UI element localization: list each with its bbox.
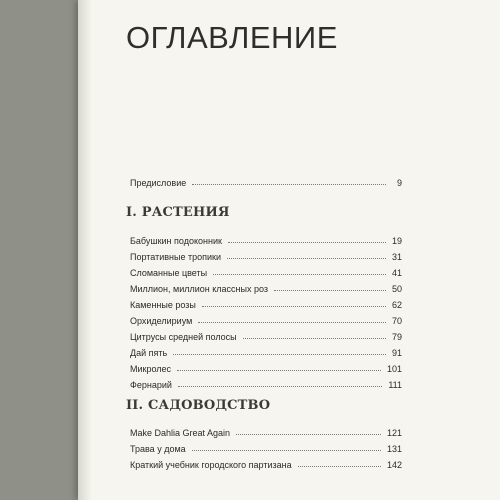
dot-leader [177,370,381,371]
toc-entry [130,328,402,342]
toc-entry [130,296,402,310]
toc-entry-preface [130,174,402,188]
toc-entry-page: 121 [386,428,402,438]
toc-entry [130,360,402,374]
toc-entry-page: 41 [391,268,402,278]
toc-entry-page: 9 [396,178,402,188]
toc-entry-page: 31 [391,252,402,262]
toc-entry [130,376,402,390]
dot-leader [198,322,386,323]
dot-leader [236,434,381,435]
dot-leader [192,450,381,451]
toc-entry [130,344,402,358]
toc-entry-name: Каменные розы [130,300,196,310]
toc-entry-name: Краткий учебник городского партизана [130,460,292,470]
toc-entry-page: 142 [386,460,402,470]
toc-entry-name: Make Dahlia Great Again [130,428,231,438]
toc-entry-page: 101 [386,364,402,374]
toc-entry-name: Дай пять [130,348,168,358]
toc-entry [130,232,402,246]
dot-leader [243,338,386,339]
dot-leader [202,306,386,307]
toc-entry-name: Микролес [130,364,172,374]
toc-entry [130,456,402,470]
page-title: ОГЛАВЛЕНИЕ [126,20,338,55]
toc-entry-name: Сломанные цветы [130,268,208,278]
dot-leader [227,258,386,259]
dot-leader [192,184,386,185]
toc-entry-page: 62 [391,300,402,310]
toc-entry [130,424,402,438]
toc-entry [130,264,402,278]
toc-entry-name: Портативные тропики [130,252,221,262]
dot-leader [173,354,386,355]
dot-leader [228,242,386,243]
toc-entry-name: Миллион, миллион классных роз [130,284,269,294]
toc-entry-page: 50 [391,284,402,294]
toc-entry-page: 111 [388,380,402,390]
page-spine-shadow [78,0,92,500]
toc-entry-name: Трава у дома [130,444,186,454]
toc-entry-name: Бабушкин подоконник [130,236,222,246]
toc-entry-name: Орхиделириум [130,316,193,326]
toc-entry-page: 131 [386,444,402,454]
toc-entry-page: 91 [391,348,402,358]
toc-entry-page: 70 [391,316,402,326]
dot-leader [298,466,381,467]
toc-entry [130,312,402,326]
section-title-gardening: II. САДОВОДСТВО [126,398,271,413]
toc-entry [130,248,402,262]
toc-entry-name: Предисловие [130,178,187,188]
toc-entry [130,440,402,454]
toc-entry-name: Фернарий [130,380,172,390]
toc-entry-page: 79 [391,332,402,342]
section-title-plants: I. РАСТЕНИЯ [126,205,230,220]
toc-entry-page: 19 [391,236,402,246]
toc-entry-name: Цитрусы средней полосы [130,332,237,342]
toc-entry [130,280,402,294]
dot-leader [274,290,386,291]
dot-leader [178,386,382,387]
dot-leader [213,274,386,275]
